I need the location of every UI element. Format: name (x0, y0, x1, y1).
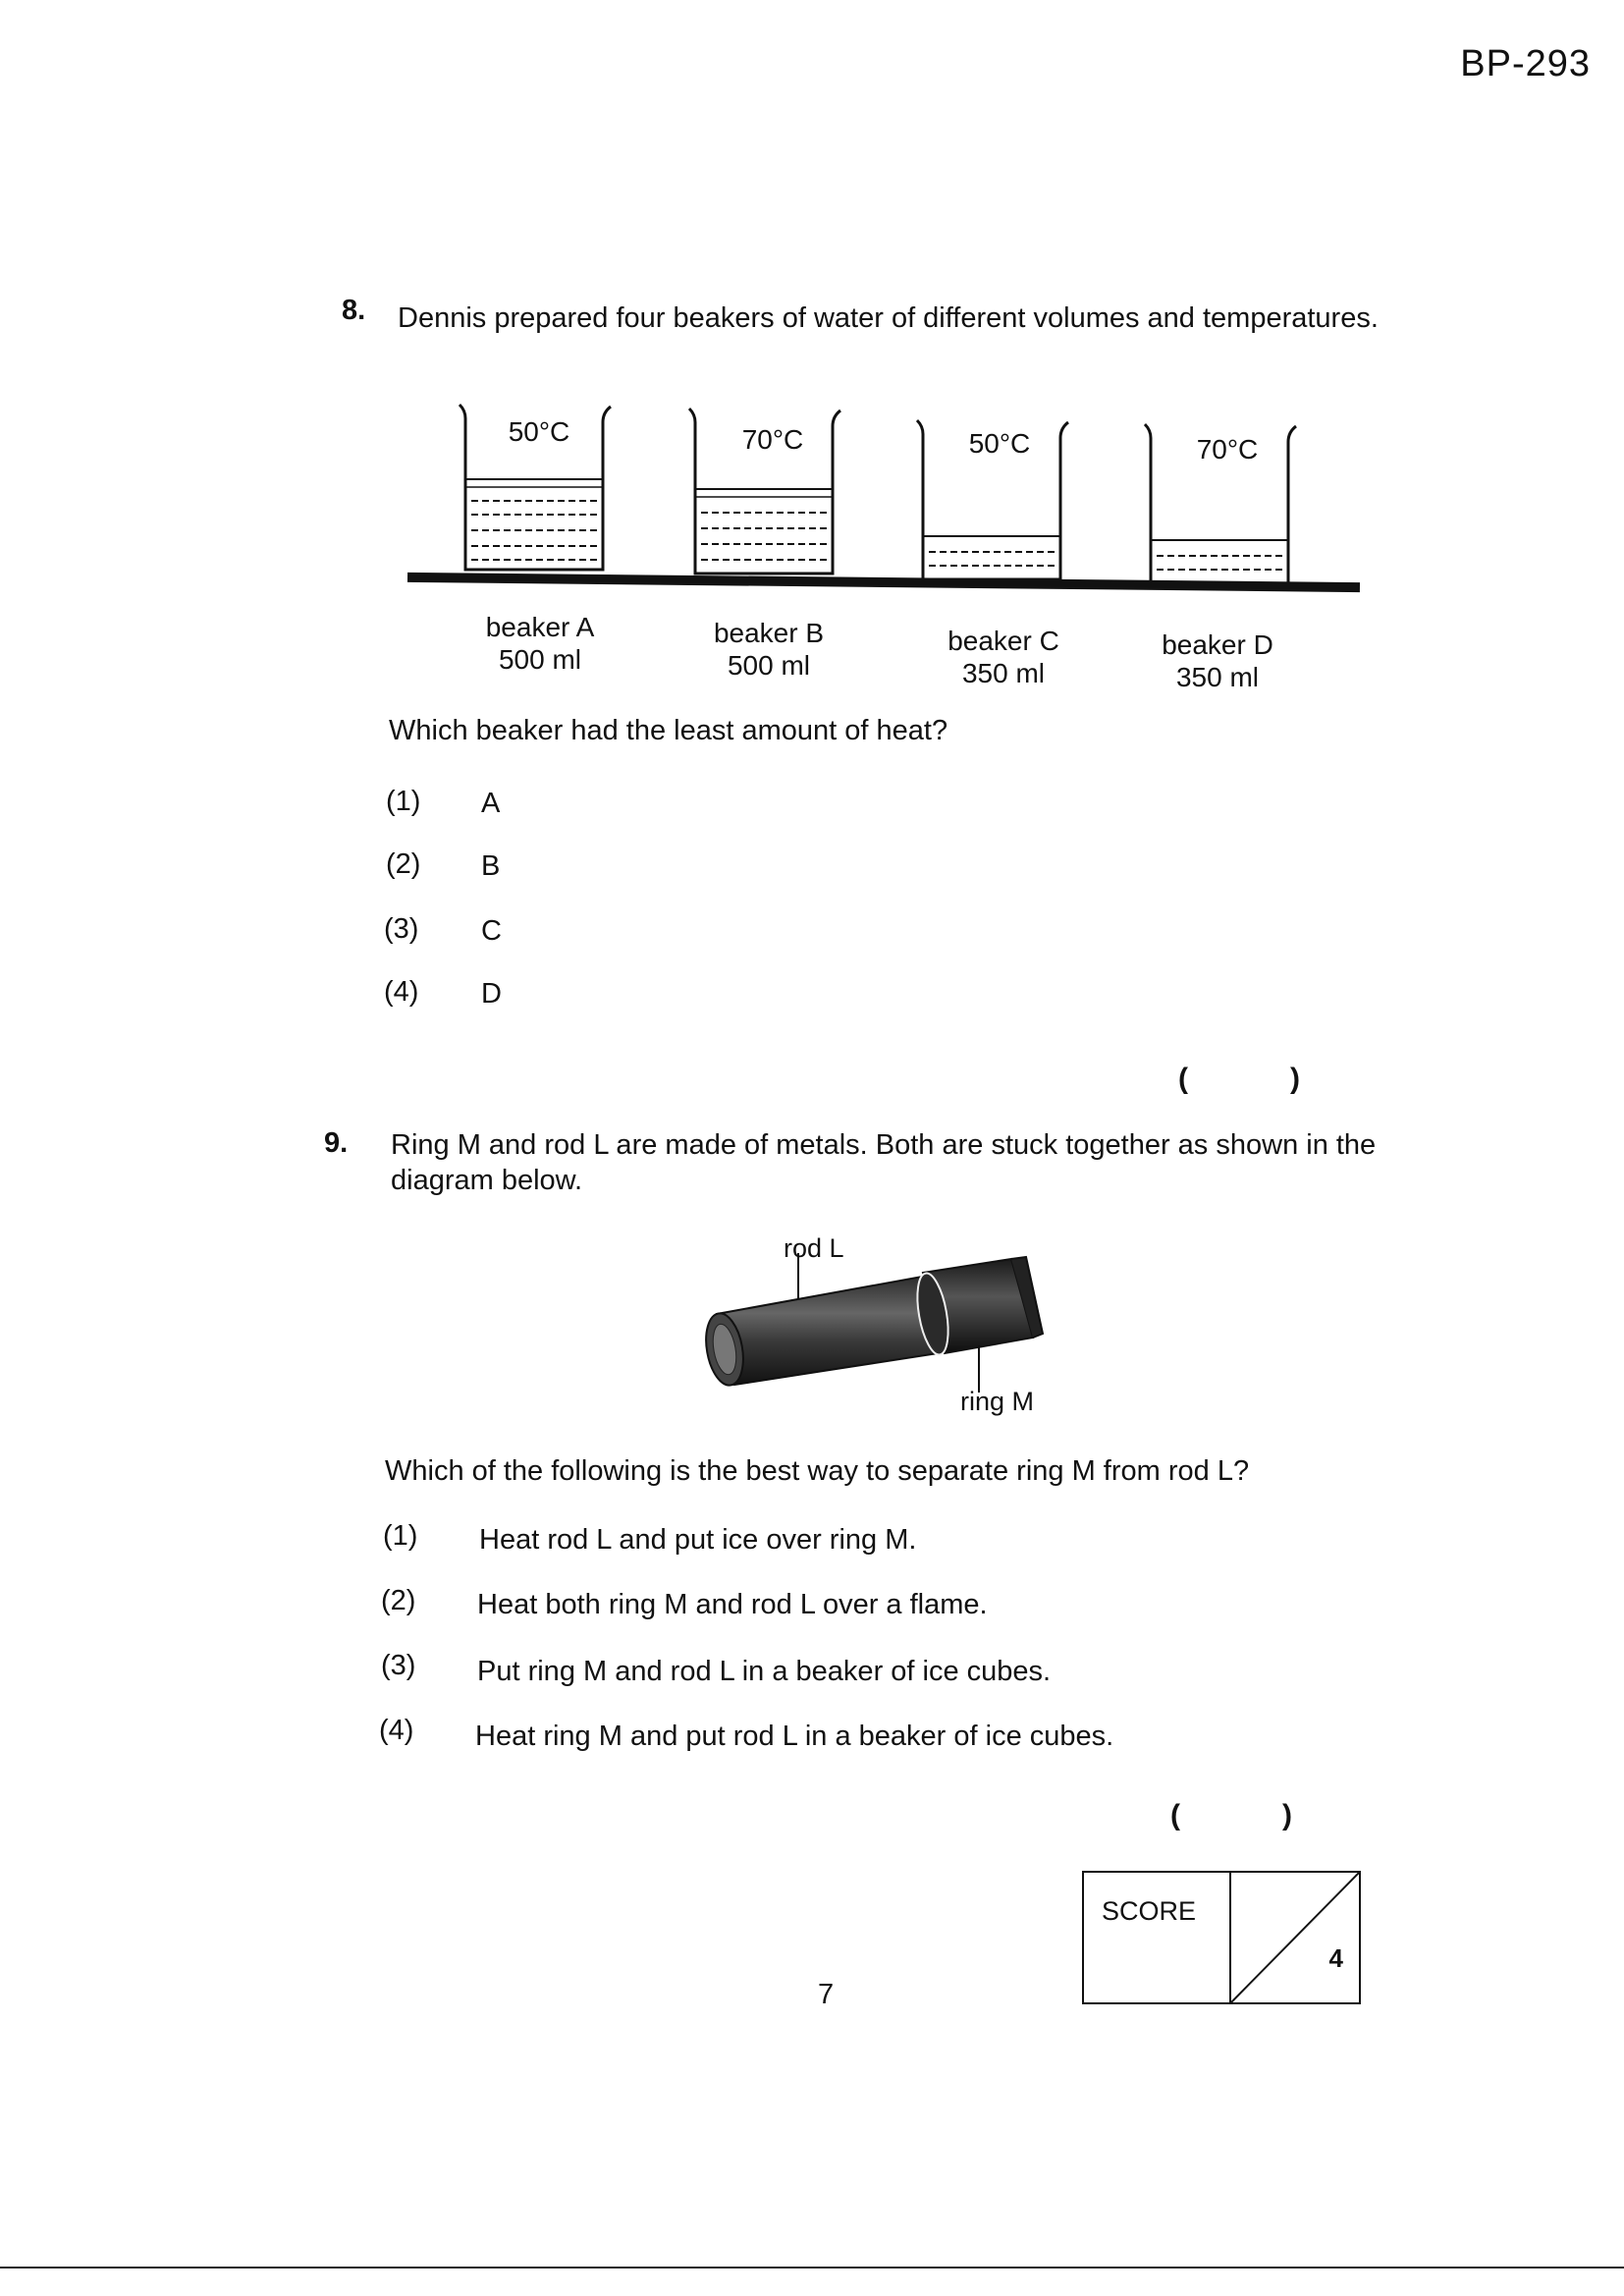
q9-option-2-num: (2) (381, 1585, 416, 1616)
page-code: BP-293 (1460, 43, 1591, 84)
score-label: SCORE (1102, 1896, 1197, 1926)
q8-answer-close: ) (1290, 1063, 1300, 1095)
q9-question: Which of the following is the best way to separate ring M from rod L? (385, 1455, 1250, 1487)
q9-option-4-text[interactable]: Heat ring M and put rod L in a beaker of ice cubes. (475, 1721, 1114, 1752)
q8-option-2-text[interactable]: B (481, 850, 501, 882)
q9-text-line1: Ring M and rod L are made of metals. Both are stuck together as shown in the (391, 1129, 1377, 1161)
beaker-b-temp: 70°C (741, 424, 804, 455)
page-number: 7 (818, 1979, 835, 2010)
q9-answer-open: ( (1170, 1799, 1180, 1831)
q8-option-4-num: (4) (384, 976, 419, 1008)
q9-text-line2: diagram below. (391, 1165, 583, 1196)
q8-option-2-num: (2) (386, 848, 421, 880)
beaker-a-temp: 50°C (508, 416, 570, 447)
beaker-d-temp: 70°C (1196, 434, 1259, 465)
rod-l (701, 1275, 950, 1389)
score-label-cell (1084, 1873, 1231, 2002)
q8-option-4-text[interactable]: D (481, 978, 502, 1010)
q8-text: Dennis prepared four beakers of water of different volumes and temperatures. (398, 302, 1379, 334)
beaker-d-name: beaker D (1162, 629, 1273, 660)
q9-option-4-num: (4) (379, 1715, 414, 1746)
q9-option-3-num: (3) (381, 1650, 416, 1681)
beaker-c-temp: 50°C (968, 428, 1031, 459)
q8-question: Which beaker had the least amount of heat? (389, 715, 948, 746)
q8-option-3-text[interactable]: C (481, 915, 502, 947)
beaker-b-volume: 500 ml (727, 650, 811, 681)
q9-answer-box[interactable] (1170, 1799, 1298, 1832)
beaker-d-volume: 350 ml (1175, 662, 1260, 692)
beaker-c-volume: 350 ml (961, 658, 1046, 688)
beaker-b-name: beaker B (713, 618, 825, 648)
score-max: 4 (1328, 1943, 1343, 1973)
q9-option-1-num: (1) (383, 1520, 418, 1552)
q8-number: 8. (342, 295, 366, 326)
beaker-c-label (925, 625, 1082, 689)
ring-m (912, 1257, 1043, 1357)
beaker-b-label (690, 617, 847, 682)
rod-l-label: rod L (784, 1233, 844, 1263)
beaker-a-label (461, 611, 619, 676)
q9-answer-close: ) (1282, 1799, 1292, 1831)
beaker-c-name: beaker C (947, 626, 1059, 656)
q8-answer-box[interactable] (1178, 1063, 1306, 1096)
ring-m-label: ring M (960, 1387, 1035, 1416)
score-diagonal (1231, 1873, 1359, 2002)
q9-option-2-text[interactable]: Heat both ring M and rod L over a flame. (477, 1589, 988, 1620)
beaker-d-label (1139, 629, 1296, 693)
q8-option-1-text[interactable]: A (481, 788, 501, 819)
footer-rule (0, 2267, 1624, 2269)
q8-answer-open: ( (1178, 1063, 1188, 1095)
q8-option-1-num: (1) (386, 786, 421, 817)
beaker-a-name: beaker A (485, 612, 595, 642)
q9-option-3-text[interactable]: Put ring M and rod L in a beaker of ice cubes. (477, 1656, 1052, 1687)
beaker-a-volume: 500 ml (498, 644, 582, 675)
score-box (1082, 1871, 1361, 2004)
q9-number: 9. (324, 1127, 349, 1159)
q8-option-3-num: (3) (384, 913, 419, 945)
q9-option-1-text[interactable]: Heat rod L and put ice over ring M. (479, 1524, 917, 1556)
